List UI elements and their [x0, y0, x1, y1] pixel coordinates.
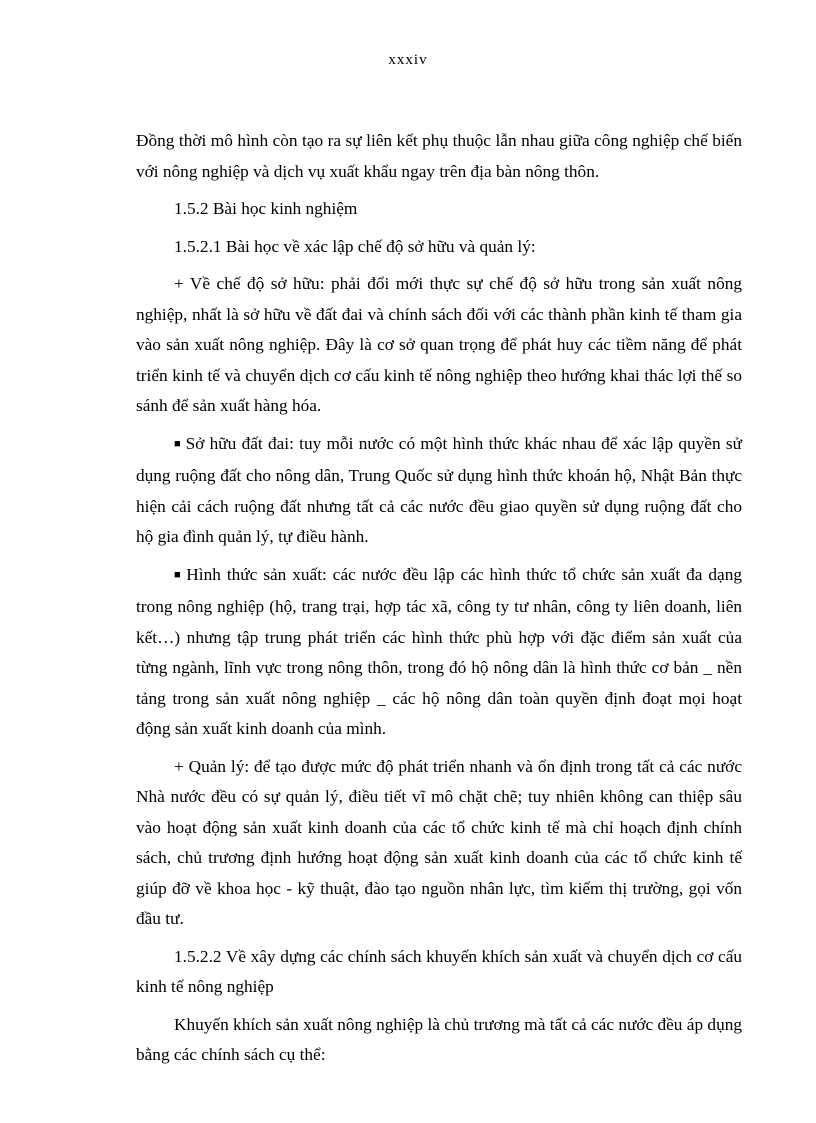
paragraph-text: Khuyến khích sản xuất nông nghiệp là chủ trương mà tất cả các nước đều áp dụng bằng các chính sách cụ thể: [136, 1014, 742, 1064]
section-heading-1-5-2-2 [136, 942, 742, 1003]
bullet-item-land-ownership [136, 429, 742, 553]
page-number: xxxiv [388, 52, 428, 68]
paragraph-incentives [136, 1010, 742, 1071]
heading-text: 1.5.2 Bài học kinh nghiệm [174, 199, 358, 218]
square-bullet-icon: ■ [174, 437, 182, 450]
paragraph-text: + Quản lý: để tạo được mức độ phát triển nhanh và ổn định trong tất cả các nước Nhà nước đều có sự quản lý, điều tiết vĩ mô chặt chẽ; tuy nhiên không can thiệp sâu vào hoạt động sản xuất kinh doanh của các tổ chức kinh tế mà chỉ hoạch định chính sách, chủ trương định hướng hoạt động sản xuất kinh doanh của các tổ chức kinh tế giúp đỡ về khoa học - kỹ thuật, đào tạo nguồn nhân lực, tìm kiếm thị trường, gọi vốn đầu tư. [136, 756, 742, 928]
section-heading-1-5-2 [136, 194, 742, 225]
document-body [136, 126, 742, 1078]
paragraph-continuation [136, 126, 742, 187]
bullet-item-production-forms [136, 560, 742, 745]
bullet-text: Hình thức sản xuất: các nước đều lập các hình thức tổ chức sản xuất đa dạng trong nông nghiệp (hộ, trang trại, hợp tác xã, công ty tư nhân, công ty liên doanh, liên kết…) nhưng tập trung phát triển các hình thức phù hợp với đặc điểm sản xuất của từng ngành, lĩnh vực trong nông thôn, trong đó hộ nông dân là hình thức cơ bản _ nền tảng trong sản xuất nông nghiệp _ các hộ nông dân toàn quyền định đoạt mọi hoạt động sản xuất kinh doanh của mình. [136, 564, 742, 738]
section-heading-1-5-2-1 [136, 232, 742, 263]
heading-text: 1.5.2.2 Về xây dựng các chính sách khuyến khích sản xuất và chuyển dịch cơ cấu kinh tế nông nghiệp [136, 946, 742, 996]
bullet-text: Sở hữu đất đai: tuy mỗi nước có một hình thức khác nhau để xác lập quyền sử dụng ruộng đất cho nông dân, Trung Quốc sử dụng hình thức khoán hộ, Nhật Bản thực hiện cải cách ruộng đất nhưng tất cả các nước đều giao quyền sử dụng ruộng đất cho hộ gia đình quản lý, tự điều hành. [136, 433, 742, 546]
square-bullet-icon: ■ [174, 568, 183, 581]
paragraph-text: + Về chế độ sở hữu: phải đổi mới thực sự chế độ sở hữu trong sản xuất nông nghiệp, nhất là sở hữu về đất đai và chính sách đối với các thành phần kinh tế tham gia vào sản xuất nông nghiệp. Đây là cơ sở quan trọng để phát huy các tiềm năng để phát triển kinh tế và chuyển dịch cơ cấu kinh tế nông nghiệp theo hướng khai thác lợi thế so sánh để sản xuất hàng hóa. [136, 274, 742, 415]
paragraph-management [136, 752, 742, 935]
paragraph-text: Đồng thời mô hình còn tạo ra sự liên kết phụ thuộc lẫn nhau giữa công nghiệp chế biến với nông nghiệp và dịch vụ xuất khẩu ngay trên địa bàn nông thôn. [136, 131, 742, 181]
paragraph-ownership [136, 269, 742, 422]
heading-text: 1.5.2.1 Bài học về xác lập chế độ sở hữu và quản lý: [174, 236, 536, 256]
